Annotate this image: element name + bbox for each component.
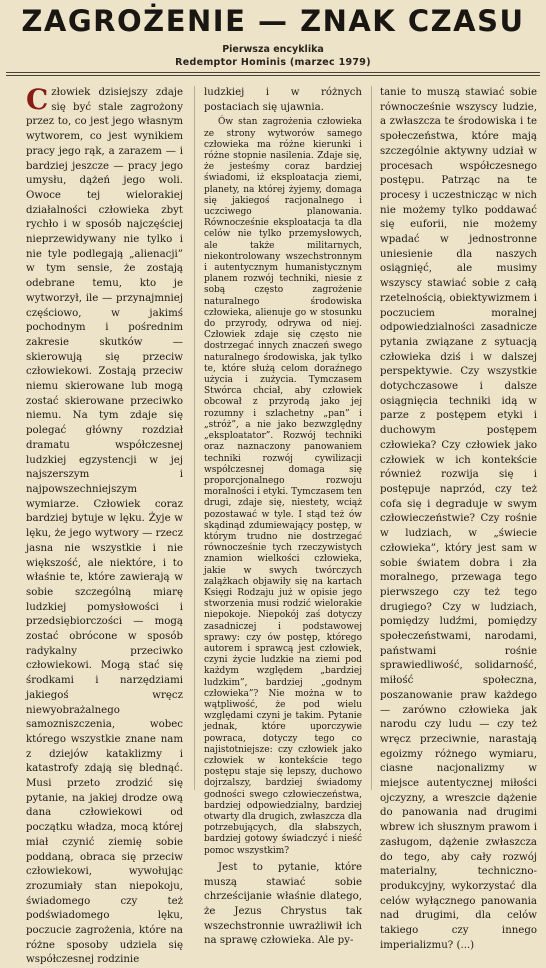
column-divider [194,86,195,790]
article-paragraph: Jest to pytanie, które muszą stawiać sobie chrześcijanie właśnie dlatego, że Jezus Chrystus tak wszechstronnie uwrażliwił ich na sprawę człowieka. Ale py- [204,861,362,947]
paragraph-text: złowiek dzisiejszy zdaje się być stale zagrożony przez to, co jest jego własnym wytworem, co jest wynikiem pracy jego rąk, a zarazem — i bardziej jeszcze — pracy jego umysłu, dążeń jego woli. Owoce tej wielorakiej działalności człowieka zbyt rychło i w sposób najczęściej nieprzewidywany nie tylko i nie tyle podlegają „alienacji” w tym sensie, że zostają odebrane temu, kto je wytworzył, ile — przynajmniej częściowo, w jakimś pochodnym i pośrednim zakresie skutków — skierowują się przeciw człowiekowi. Zostają przeciw niemu skierowane lub mogą zostać skierowane przeciwko niemu. Na tym zdaje się polegać główny rozdział dramatu współczesnej ludzkiej egzystencji w jej najszerszym i najpowszechniejszym wymiarze. Człowiek coraz bardziej bytuje w lęku. Żyje w lęku, że jego wytwory — rzecz jasna nie wszystkie i nie większość, ale niektóre, i to właśnie te, które zawierają w sobie szczególną miarę ludzkiej pomysłowości i przedsiębiorczości — mogą zostać obrócone w sposób radykalny przeciwko człowiekowi. Mogą stać się środkami i narzędziami jakiegoś wręcz niewyobrażalnego samozniszczenia, wobec którego wszystkie znane nam z dziejów kataklizmy i katastrofy zdają się blednąć. Musi przeto zrodzić się pytanie, na jakiej drodze ową dana człowiekowi od początku władza, mocą której miał czynić ziemię sobie poddaną, obraca się przeciw człowiekowi, wywołując zrozumiały stan niepokoju, świadomego czy też podświadomego lęku, poczucie zagrożenia, które na różne sposoby udziela się współczesnej rodzinie [26,87,183,966]
article-paragraph [26,83,183,968]
text-column-2 [204,86,362,947]
article-paragraph: Ów stan zagrożenia człowieka ze strony wytworów samego człowieka ma różne kierunki i różne stopnie nasilenia. Zdaje się, że jesteśmy coraz bardziej świadomi, iż eksploatacja ziemi, planety, na której żyjemy, domaga się jakiegoś racjonalnego i uczciwego planowania. Równocześnie eksploatacja ta dla celów nie tylko przemysłowych, ale także militarnych, niekontrolowany wszechstronnym i autentycznym humanistycznym planem rozwój techniki, niesie z sobą często zagrożenie naturalnego środowiska człowieka, alienuje go w stosunku do przyrody, odrywa od niej. Człowiek zdaje się często nie dostrzegać innych znaczeń swego naturalnego środowiska, jak tylko te, które służą celom doraźnego użycia i zużycia. Tymczasem Stwórca chciał, aby człowiek obcował z przyrodą jako jej rozumny i szlachetny „pan” i „stróż”, a nie jako bezwzględny „eksploatator”. Rozwój techniki oraz naznaczony panowaniem techniki rozwój cywilizacji współczesnej domaga się proporcjonalnego rozwoju moralności i etyki. Tymczasem ten drugi, zdaje się, niestety, wciąż pozostawać w tyle. I stąd też ów skądinąd zdumiewający postęp, w którym trudno nie dostrzegać równocześnie tych rzeczywistych znamion wielkości człowieka, jakie w swych twórczych zalążkach objawiły się na kartach Księgi Rodzaju już w opisie jego stworzenia musi rodzić wielorakie niepokoje. Niepokój zaś dotyczy zasadniczej i podstawowej sprawy: czy ów postęp, którego autorem i sprawcą jest człowiek, czyni życie ludzkie na ziemi pod każdym względem „bardziej ludzkim”, bardziej „godnym człowieka”? Nie można w to wątpliwość, że pod wielu względami czyni je takim. Pytanie jednak, które uporczywie powraca, dotyczy tego co najistotniejsze: czy człowiek jako człowiek w kontekście tego postępu staje się lepszy, duchowo dojrzalszy, bardziej świadomy godności swego człowieczeństwa, bardziej odpowiedzialny, bardziej otwarty dla drugich, zwłaszcza dla potrzebujących, dla słabszych, bardziej gotowy świadczyć i nieść pomoc wszystkim? [204,117,362,856]
header-rule [6,72,540,73]
article-source: Redemptor Hominis (marzec 1979) [175,57,371,68]
text-column-3 [380,86,537,951]
header-rule-second [6,75,540,76]
article-paragraph: tanie to muszą stawiać sobie równocześnie wszyscy ludzie, a zwłaszcza te środowiska i te społeczeństwa, które mają szczególnie aktywny udział w procesach współczesnego postępu. Patrząc na te procesy i uczestnicząc w nich nie możemy tylko poddawać się euforii, nie możemy wpadać w jednostronne uniesienie dla naszych osiągnięć, ale musimy wszyscy stawiać sobie z całą rzetelnością, obiektywizmem i poczuciem moralnej odpowiedzialności zasadnicze pytania związane z sytuacją człowieka dziś i w dalszej perspektywie. Czy wszystkie dotychczasowe i dalsze osiągnięcia techniki idą w parze z postępem etyki i duchowym postępem człowieka? Czy człowiek jako człowiek w ich kontekście również rozwija się i postępuje naprzód, czy też cofa się i degraduje w swym człowieczeństwie? Czy rośnie w ludziach, w „świecie człowieka”, który jest sam w sobie światem dobra i zła moralnego, przewaga tego pierwszego czy też tego drugiego? Czy w ludziach, pomiędzy ludźmi, pomiędzy społeczeństwami, narodami, państwami rośnie sprawiedliwość, solidarność, miłość społeczna, poszanowanie praw każdego — zarówno człowieka jak narodu czy ludu — czy też wręcz przeciwnie, narastają egoizmy różnego wymiaru, ciasne nacjonalizmy w miejsce autentycznej miłości ojczyzny, a wreszcie dążenie do panowania nad drugimi wbrew ich słusznym prawom i zasługom, dążenie zwłaszcza do tego, aby cały rozwój materialny, techniczno-produkcyjny, wykorzystać dla celów wyłącznego panowania nad drugimi, dla celów takiego czy innego imperializmu? (...) [380,87,537,951]
article-subtitle: Pierwsza encyklika [222,44,324,55]
article-paragraph: ludzkiej i w różnych postaciach się ujawnia. [204,87,362,113]
article-title: ZAGROŻENIE — ZNAK CZASU [21,4,525,38]
column-divider [371,86,372,790]
text-column-1 [26,83,183,966]
drop-cap: C [26,83,49,116]
